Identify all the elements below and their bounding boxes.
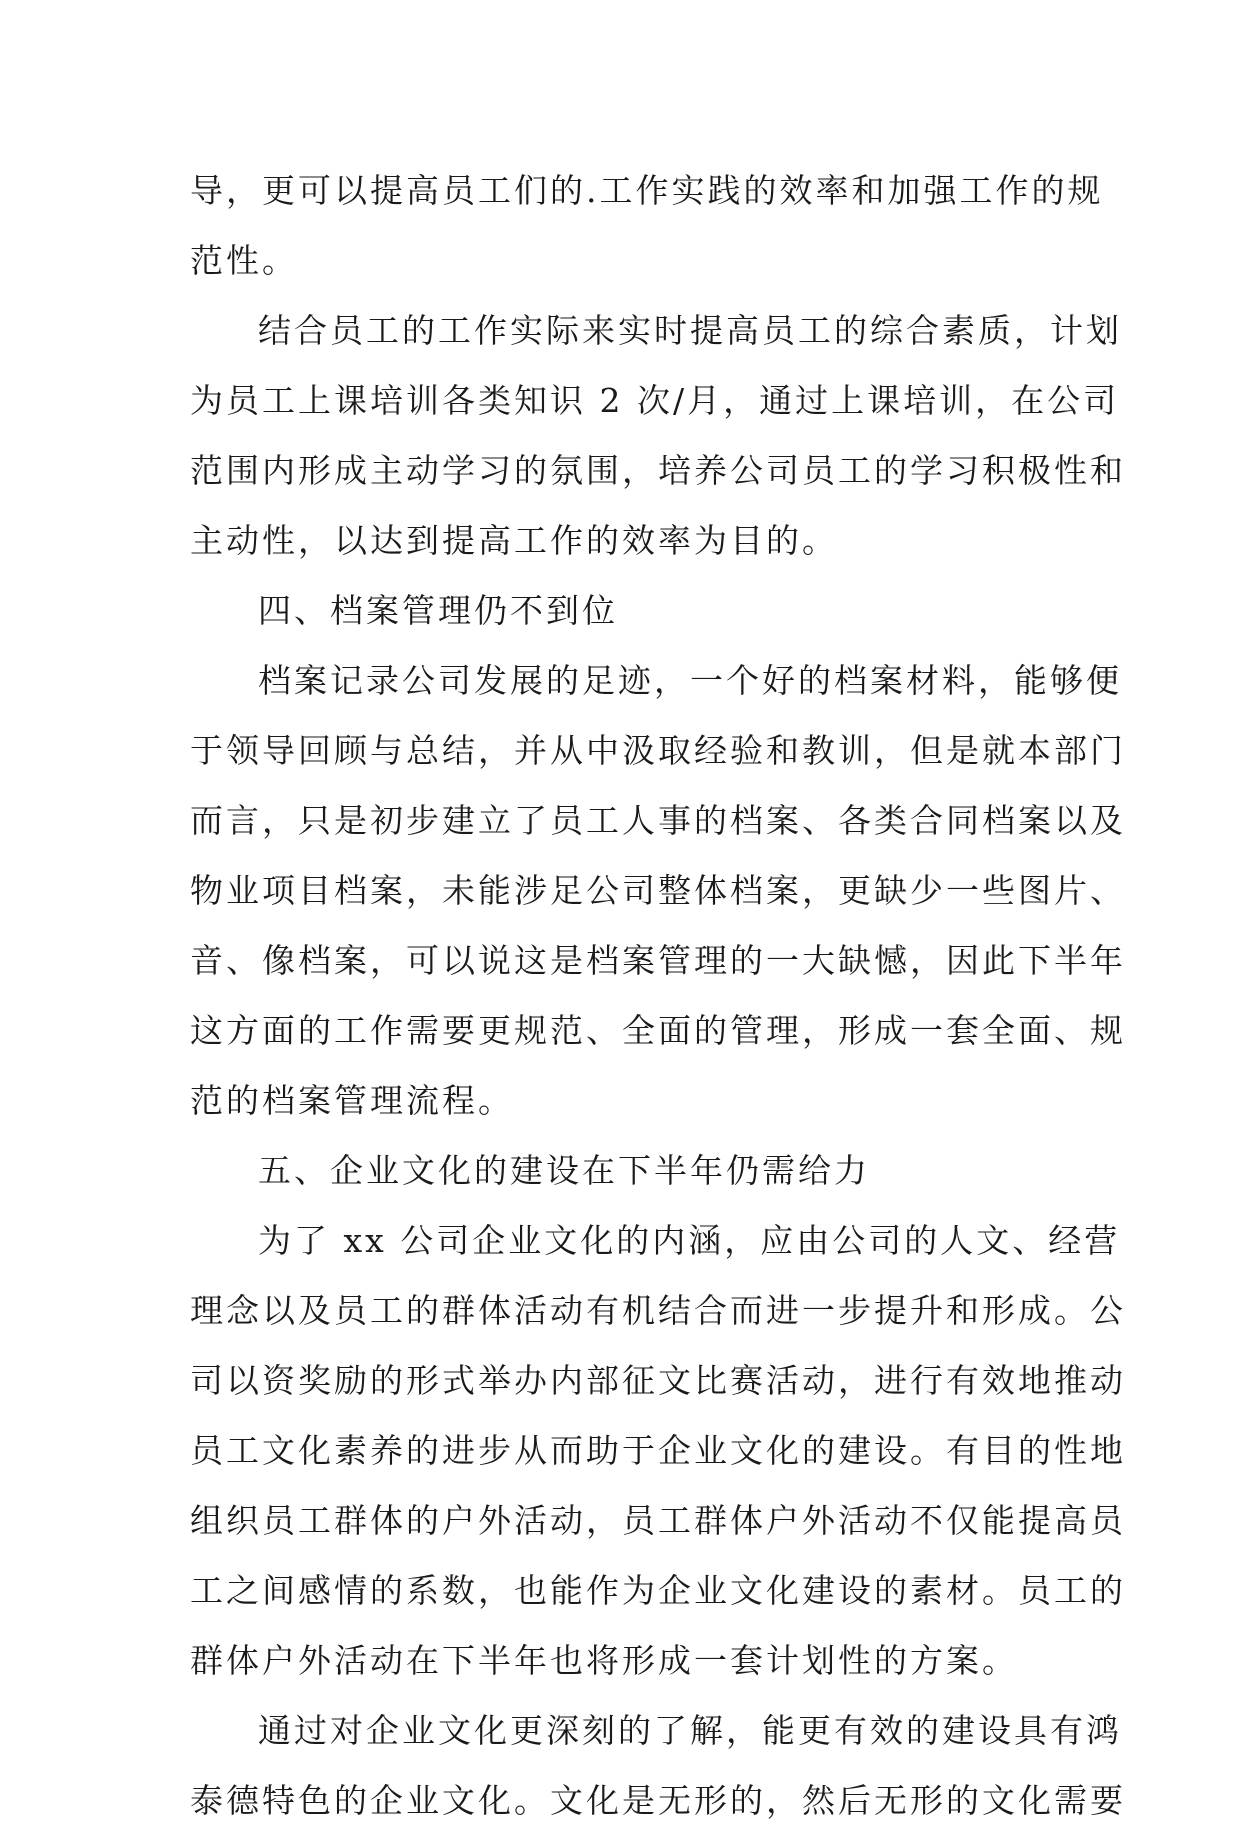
document-line: 理念以及员工的群体活动有机结合而进一步提升和形成。公: [190, 1291, 1126, 1330]
document-line: 司以资奖励的形式举办内部征文比赛活动，进行有效地推动: [190, 1361, 1126, 1400]
document-line: 范围内形成主动学习的氛围，培养公司员工的学习积极性和: [190, 451, 1126, 490]
document-line: 泰德特色的企业文化。文化是无形的，然后无形的文化需要: [190, 1781, 1126, 1820]
document-line: 这方面的工作需要更规范、全面的管理，形成一套全面、规: [190, 1011, 1126, 1050]
document-line: 物业项目档案，未能涉足公司整体档案，更缺少一些图片、: [190, 871, 1126, 910]
document-line: 范的档案管理流程。: [190, 1081, 514, 1120]
document-line: 档案记录公司发展的足迹，一个好的档案材料，能够便: [258, 661, 1122, 700]
document-body: [190, 156, 1126, 1836]
document-line: 四、档案管理仍不到位: [258, 591, 618, 630]
document-line: 为员工上课培训各类知识 2 次/月，通过上课培训，在公司: [190, 381, 1120, 420]
document-line: 工之间感情的系数，也能作为企业文化建设的素材。员工的: [190, 1571, 1126, 1610]
document-line: 为了 xx 公司企业文化的内涵，应由公司的人文、经营: [258, 1221, 1121, 1260]
document-line: 组织员工群体的户外活动，员工群体户外活动不仅能提高员: [190, 1501, 1126, 1540]
document-line: 于领导回顾与总结，并从中汲取经验和教训，但是就本部门: [190, 731, 1126, 770]
document-line: 通过对企业文化更深刻的了解，能更有效的建设具有鸿: [258, 1711, 1122, 1750]
document-line: 结合员工的工作实际来实时提高员工的综合素质，计划: [258, 311, 1122, 350]
document-line: 五、企业文化的建设在下半年仍需给力: [258, 1151, 870, 1190]
document-line: 导，更可以提高员工们的.工作实践的效率和加强工作的规: [190, 171, 1104, 210]
document-line: 而言，只是初步建立了员工人事的档案、各类合同档案以及: [190, 801, 1126, 840]
document-line: 群体户外活动在下半年也将形成一套计划性的方案。: [190, 1641, 1018, 1680]
document-line: 范性。: [190, 241, 298, 280]
document-line: 音、像档案，可以说这是档案管理的一大缺憾，因此下半年: [190, 941, 1126, 980]
document-line: 员工文化素养的进步从而助于企业文化的建设。有目的性地: [190, 1431, 1126, 1470]
document-line: 主动性，以达到提高工作的效率为目的。: [190, 521, 838, 560]
